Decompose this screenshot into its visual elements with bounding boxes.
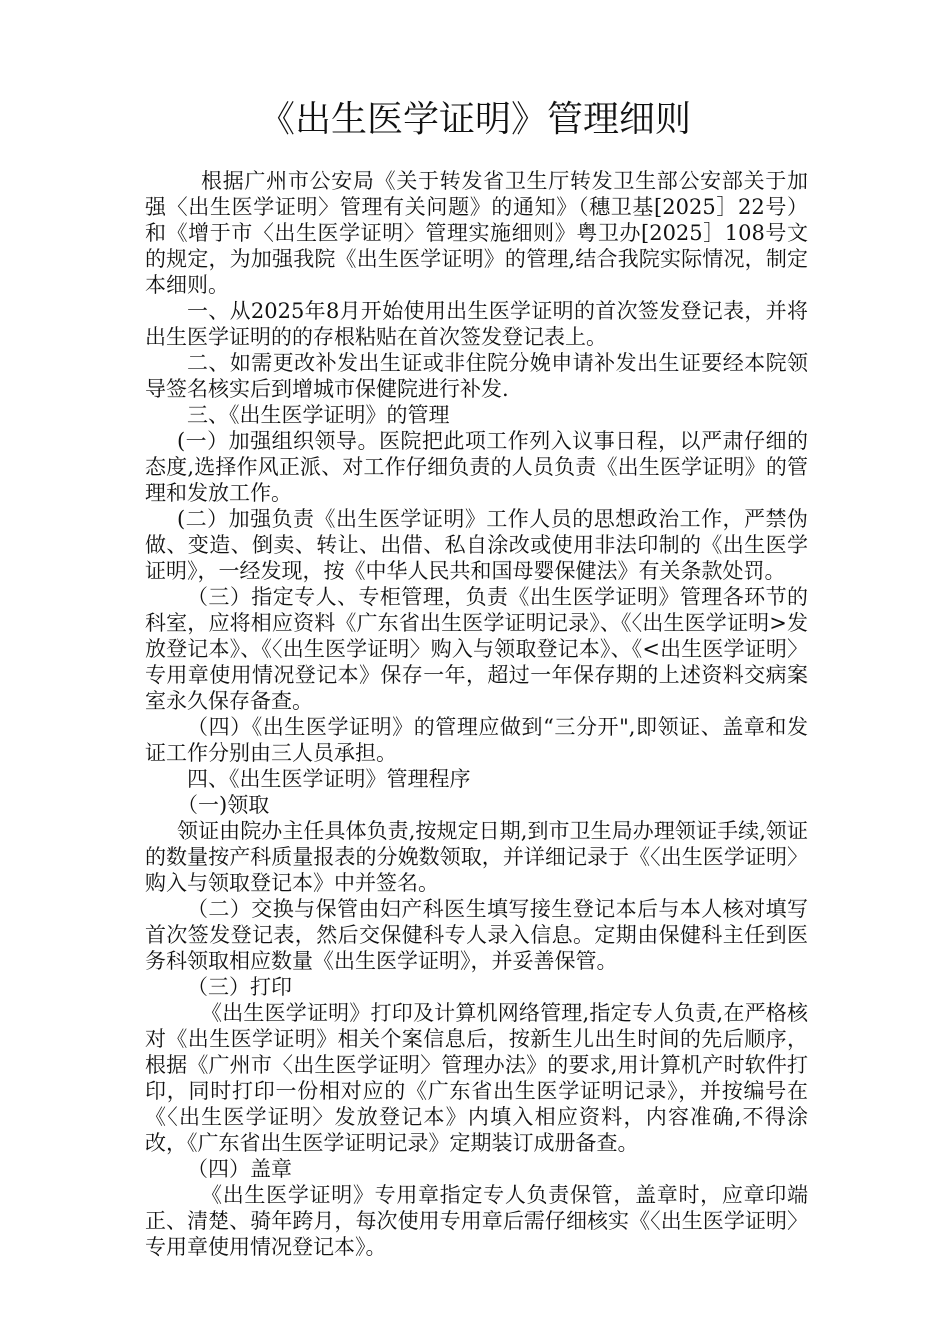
paragraph: 《出生医学证明》专用章指定专人负责保管，盖章时，应章印端正、清楚、骑年跨月，每次使用专用章后需仔细核实《〈出生医学证明〉专用章使用情况登记本》。 [145, 1183, 808, 1259]
paragraph: 根据广州市公安局《关于转发省卫生厅转发卫生部公安部关于加强〈出生医学证明〉管理有关问题》的通知》（穗卫基[2025］22号）和《增于市〈出生医学证明〉管理实施细则》粤卫办[2025］108号文的规定，为加强我院《出生医学证明》的管理,结合我院实际情况，制定本细则。 [145, 169, 808, 297]
paragraph: （三）打印 [187, 975, 292, 999]
paragraph: 领证由院办主任具体负责,按规定日期,到市卫生局办理领证手续,领证的数量按产科质量报表的分娩数领取，并详细记录于《〈出生医学证明〉购入与领取登记本》中并签名。 [145, 819, 808, 895]
paragraph: （四）《出生医学证明》的管理应做到“三分开",即领证、盖章和发证工作分别由三人员承担。 [145, 715, 808, 765]
paragraph: （二）交换与保管由妇产科医生填写接生登记本后与本人核对填写首次签发登记表，然后交保健科专人录入信息。定期由保健科主任到医务科领取相应数量《出生医学证明》，并妥善保管。 [145, 897, 808, 973]
paragraph: （三）指定专人、专柜管理，负责《出生医学证明》管理各环节的科室，应将相应资料《广东省出生医学证明记录》、《〈出生医学证明>发放登记本》、《〈出生医学证明〉购入与领取登记本》、《<出生医学证明〉专用章使用情况登记本》保存一年，超过一年保存期的上述资料交病案室永久保存备查。 [145, 585, 808, 713]
paragraph: (一）加强组织领导。医院把此项工作列入议事日程，以严肃仔细的态度,选择作风正派、对工作仔细负责的人员负责《出生医学证明》的管理和发放工作。 [145, 429, 808, 505]
paragraph: 三、《出生医学证明》的管理 [187, 403, 450, 427]
paragraph: 二、如需更改补发出生证或非住院分娩申请补发出生证要经本院领导签名核实后到增城市保健院进行补发. [145, 351, 808, 401]
document-body [145, 168, 808, 1260]
paragraph: 一、从2025年8月开始使用出生医学证明的首次签发登记表，并将出生医学证明的的存根粘贴在首次签发登记表上。 [145, 299, 808, 349]
paragraph: （四）盖章 [187, 1157, 292, 1181]
paragraph: （一)领取 [177, 793, 270, 817]
paragraph: (二）加强负责《出生医学证明》工作人员的思想政治工作，严禁伪做、变造、倒卖、转让、出借、私自涂改或使用非法印制的《出生医学证明》，一经发现，按《中华人民共和国母婴保健法》有关条款处罚。 [145, 507, 808, 583]
paragraph: 《出生医学证明》打印及计算机网络管理,指定专人负责,在严格核对《出生医学证明》相关个案信息后，按新生儿出生时间的先后顺序，根据《广州市〈出生医学证明〉管理办法》的要求,用计算机产时软件打印，同时打印一份相对应的《广东省出生医学证明记录》，并按编号在《〈出生医学证明〉发放登记本》内填入相应资料，内容准确,不得涂改，《广东省出生医学证明记录》定期装订成册备查。 [145, 1001, 808, 1155]
document-title: 《出生医学证明》管理细则 [258, 99, 691, 140]
paragraph: 四、《出生医学证明》管理程序 [187, 767, 471, 791]
